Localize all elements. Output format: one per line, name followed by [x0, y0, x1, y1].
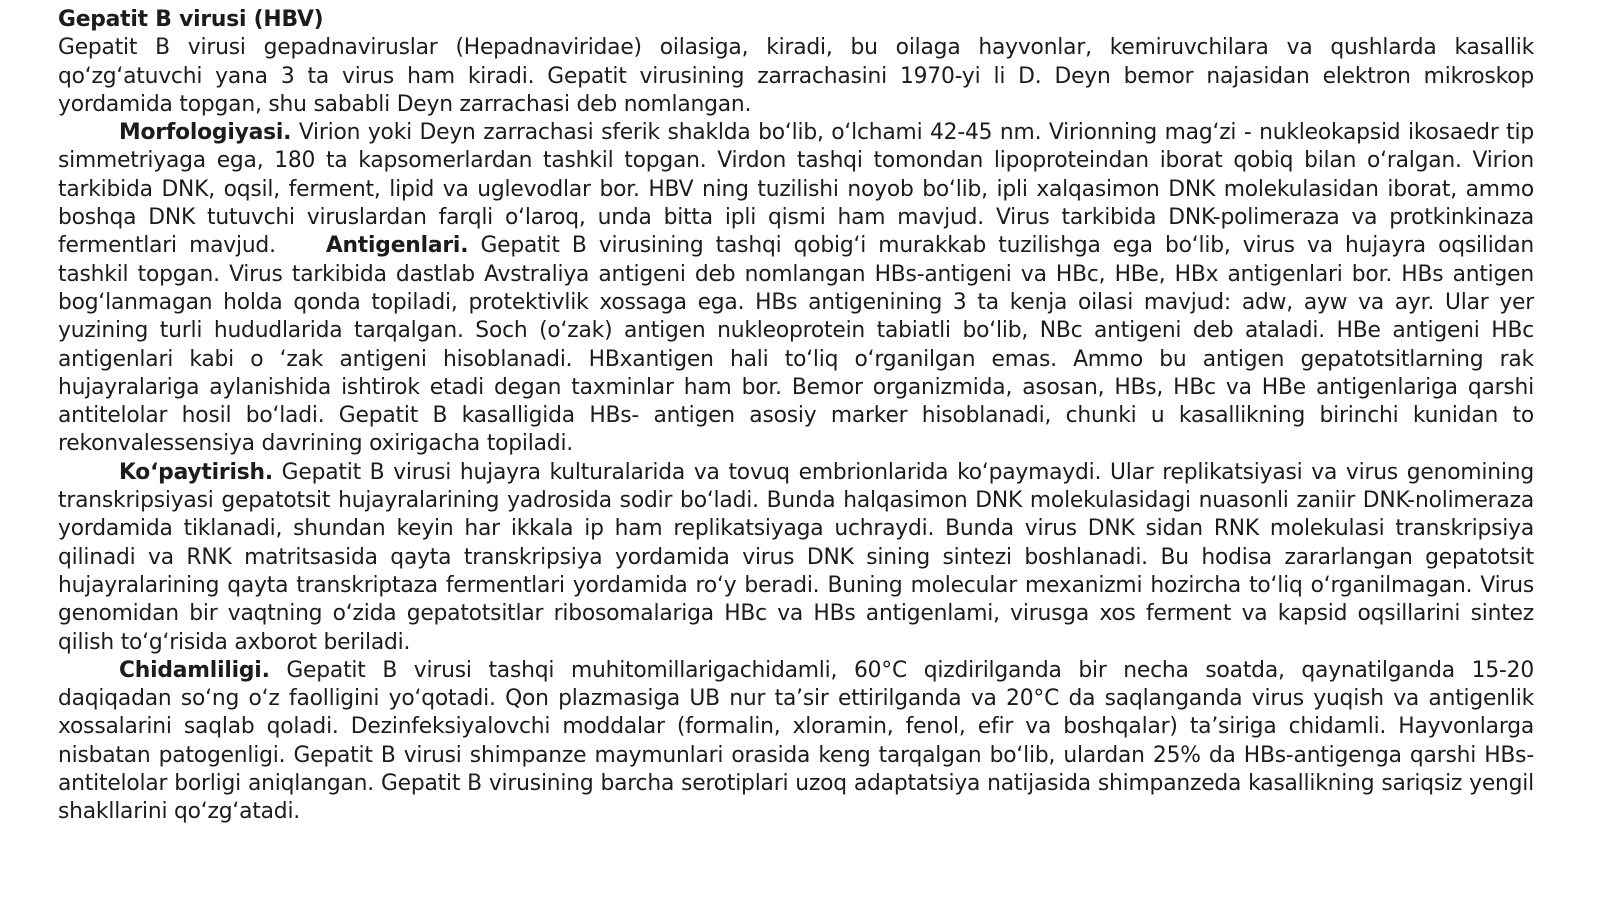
intro-paragraph: Gepatit B virusi gepadnaviruslar (Hepadnaviridae) oilasiga, kiradi, bu oilaga hayvonlar, kemiruvchilara va qushlarda kasallik qo‘zg‘atuvchi yana 3 ta virus ham kiradi. Gepatit virusining zarrachasini 1970-yi li D. Deyn bemor najasidan elektron mikroskop yordamida topgan, shu sababli Deyn zarrachasi deb nomlangan.	[58, 35, 1534, 117]
reproduction-text: Gepatit B virusi hujayra kulturalarida va tovuq embrionlarida ko‘paymaydi. Ular replikatsiyasi va virus genomining transkripsiyasi gepatotsit hujayralarining yadrosida sodir bo‘ladi. Bunda halqasimon DNK molekulasidagi nuasonli zaniir DNK-nolimeraza yordamida tiklanadi, shundan keyin har ikkala ip ham replikatsiyaga uchraydi. Bunda virus DNK sidan RNK molekulasi transkripsiya qilinadi va RNK matritsasida qayta transkripsiya yordamida virus DNK sining sintezi boshlanadi. Bu hodisa zararlangan gepatotsit hujayralarining qayta transkriptaza fermentlari yordamida ro‘y beradi. Buning molecular mexanizmi hozircha to‘liq o‘rganilmagan. Virus genomidan bir vaqtning o‘zida gepatotsitlar ribosomalariga HBc va HBs antigenlami, virusga xos ferment va kapsid oqsillarini sintez qilish to‘g‘risida axborot beriladi.	[58, 459, 1534, 655]
antigens-heading: Antigenlari.	[325, 233, 469, 259]
resistance-heading: Chidamliligi.	[119, 657, 270, 683]
resistance-text: Gepatit B virusi tashqi muhitomillarigachidamli, 60°C qizdirilganda bir necha soatda, qaynatilganda 15-20 daqiqadan so‘ng o‘z faolligini yo‘qotadi. Qon plazmasiga UB nur ta’sir ettirilganda va 20°C da saqlanganda virus yuqish va antigenlik xossalarini saqlab qoladi. Dezinfeksiyalovchi moddalar (formalin, xloramin, fenol, efir va boshqalar) ta’siriga chidamli. Hayvonlarga nisbatan patogenligi. Gepatit B virusi shimpanze maymunlari orasida keng tarqalgan bo‘lib, ulardan 25% da HBs-antigenga qarshi HBs-antitelolar borligi aniqlangan. Gepatit B virusining barcha serotiplari uzoq adaptatsiya natijasida shimpanzeda kasallikning sariqsiz yengil shakllarini qo‘zg‘atadi.	[58, 657, 1534, 825]
reproduction-heading: Ko‘paytirish.	[119, 459, 273, 485]
resistance-paragraph	[58, 657, 1534, 827]
section-heading: Gepatit B virusi (HBV)	[58, 7, 324, 32]
antigens-text: Gepatit B virusining tashqi qobig‘i murakkab tuzilishga ega bo‘lib, virus va hujayra oqsilidan tashkil topgan. Virus tarkibida dastlab Avstraliya antigeni deb nomlangan HBs-antigeni va HBc, HBe, HBx antigenlari bor. HBs antigen bog‘lanmagan holda qonda topiladi, protektivlik xossaga ega. HBs antigenining 3 ta kenja oilasi mavjud: adw, ayw va ayr. Ular yer yuzining turli hududlarida tarqalgan. Soch (o‘zak) antigen nukleoprotein tabiatli bo‘lib, NBc antigeni deb ataladi. HBe antigeni HBc antigenlari kabi o ‘zak antigeni hisoblanadi. HBxantigen hali to‘liq o‘rganilgan emas. Ammo bu antigen gepatotsitlarning rak hujayralariga aylanishida ishtirok etadi degan taxminlar ham bor. Bemor organizmida, asosan, HBs, HBc va HBe antigenlariga qarshi antitelolar hosil bo‘ladi. Gepatit B kasalligida HBs- antigen asosiy marker hisoblanadi, chunki u kasallikning birinchi kunidan to rekonvalessensiya davrining oxirigacha topiladi.	[58, 233, 1534, 457]
document-page	[58, 6, 1534, 827]
morphology-antigens-paragraph	[58, 119, 1534, 459]
reproduction-paragraph	[58, 459, 1534, 657]
morphology-heading: Morfologiyasi.	[119, 120, 292, 146]
morphology-text: Virion yoki Deyn zarrachasi sferik shaklda bo‘lib, o‘lchami 42-45 nm. Virionning mag‘zi - nukleokapsid ikosaedr tip simmetriyaga ega, 180 ta kapsomerlardan tashkil topgan. Virdon tashqi tomondan lipoproteindan iborat qobiq bilan o‘ralgan. Virion tarkibida DNK, oqsil, ferment, lipid va uglevodlar bor. HBV ning tuzilishi noyob bo‘lib, ipli xalqasimon DNK molekulasidan iborat, ammo boshqa DNK tutuvchi viruslardan farqli o‘laroq, unda bitta ipli qismi ham mavjud. Virus tarkibida DNK-polimeraza va protkinkinaza fermentlari mavjud.	[58, 120, 1534, 259]
